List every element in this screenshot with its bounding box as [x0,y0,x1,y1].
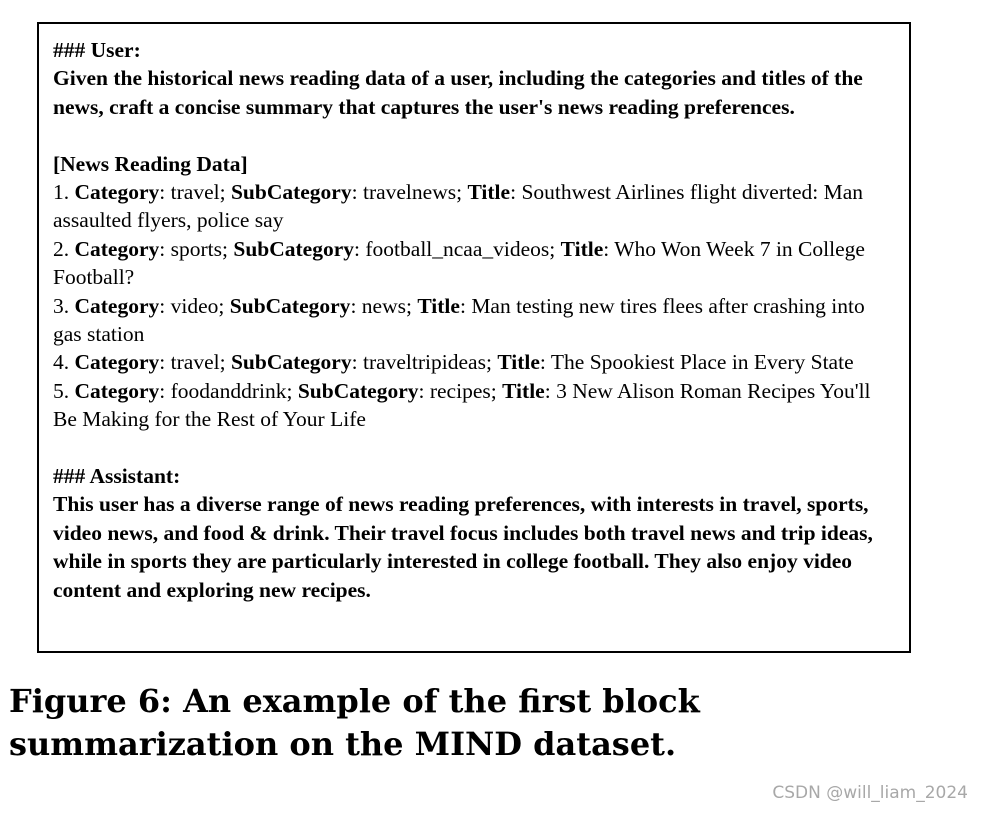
news-item-title: 3 New Alison Roman Recipes You'll Be Making for the Rest of Your Life [53,378,871,432]
figure-caption: Figure 6: An example of the first block summarization on the MIND dataset. [9,682,700,763]
news-item-subcategory: news [361,293,406,318]
title-label: Title [502,378,545,403]
news-item: 5. Category: foodanddrink; SubCategory: recipes; Title: 3 New Alison Roman Recipes You'll Be Making for the Rest of Your Life [53,378,871,432]
subcategory-label: SubCategory [230,180,352,205]
subcategory-label: SubCategory [230,350,352,375]
news-item-category: travel [170,350,220,375]
news-item-number: 4. [53,350,70,375]
title-label: Title [467,180,511,205]
news-data-heading: [News Reading Data] [53,151,248,176]
category-label: Category [74,293,160,318]
news-item-number: 1. [53,180,70,205]
title-label: Title [417,293,460,318]
news-item-number: 5. [53,378,70,403]
assistant-heading: ### Assistant: [53,464,181,489]
news-item-subcategory: traveltripideas [362,350,486,375]
news-item-title: Man testing new tires flees after crashing into gas station [53,293,865,347]
news-item-subcategory: football_ncaa_videos [365,236,550,261]
assistant-response: This user has a diverse range of news reading preferences, with interests in travel, sports, video news, and food & drink. Their travel focus includes both travel news and trip ideas, while in sports they are particularly interested in college football. They also enjoy video content and exploring new recipes. [53,492,873,602]
news-item-title: Southwest Airlines flight diverted: Man assaulted flyers, police say [53,180,864,233]
news-item-category: video [170,293,219,318]
title-label: Title [560,236,604,261]
subcategory-label: SubCategory [297,378,419,403]
prompt-example-box [37,22,911,653]
spacer [53,121,895,149]
category-label: Category [74,180,160,205]
news-item: 4. Category: travel; SubCategory: traveltripideas; Title: The Spookiest Place in Every State [53,350,854,375]
news-item: 2. Category: sports; SubCategory: football_ncaa_videos; Title: Who Won Week 7 in College Football? [53,236,865,290]
subcategory-label: SubCategory [233,236,355,261]
title-label: Title [497,350,540,375]
news-item-number: 3. [53,293,70,318]
category-label: Category [74,350,160,375]
watermark: CSDN @will_liam_2024 [772,783,968,803]
news-item: 3. Category: video; SubCategory: news; Title: Man testing new tires flees after crashing into gas station [53,293,865,347]
spacer [53,434,895,462]
news-item-category: sports [170,236,223,261]
news-item: 1. Category: travel; SubCategory: travelnews; Title: Southwest Airlines flight diverted: Man assaulted flyers, police say [53,180,864,233]
news-item-subcategory: recipes [429,378,491,403]
subcategory-label: SubCategory [229,293,351,318]
user-heading: ### User: [53,38,141,62]
category-label: Category [74,378,160,403]
news-item-subcategory: travelnews [362,180,457,205]
category-label: Category [74,236,160,261]
news-item-number: 2. [53,236,70,261]
news-item-title: The Spookiest Place in Every State [550,350,854,375]
news-item-category: travel [170,180,220,205]
user-instruction: Given the historical news reading data of a user, including the categories and titles of the news, craft a concise summary that captures the user's news reading preferences. [53,66,863,119]
news-item-title: Who Won Week 7 in College Football? [53,236,865,290]
news-item-category: foodanddrink [170,378,287,403]
